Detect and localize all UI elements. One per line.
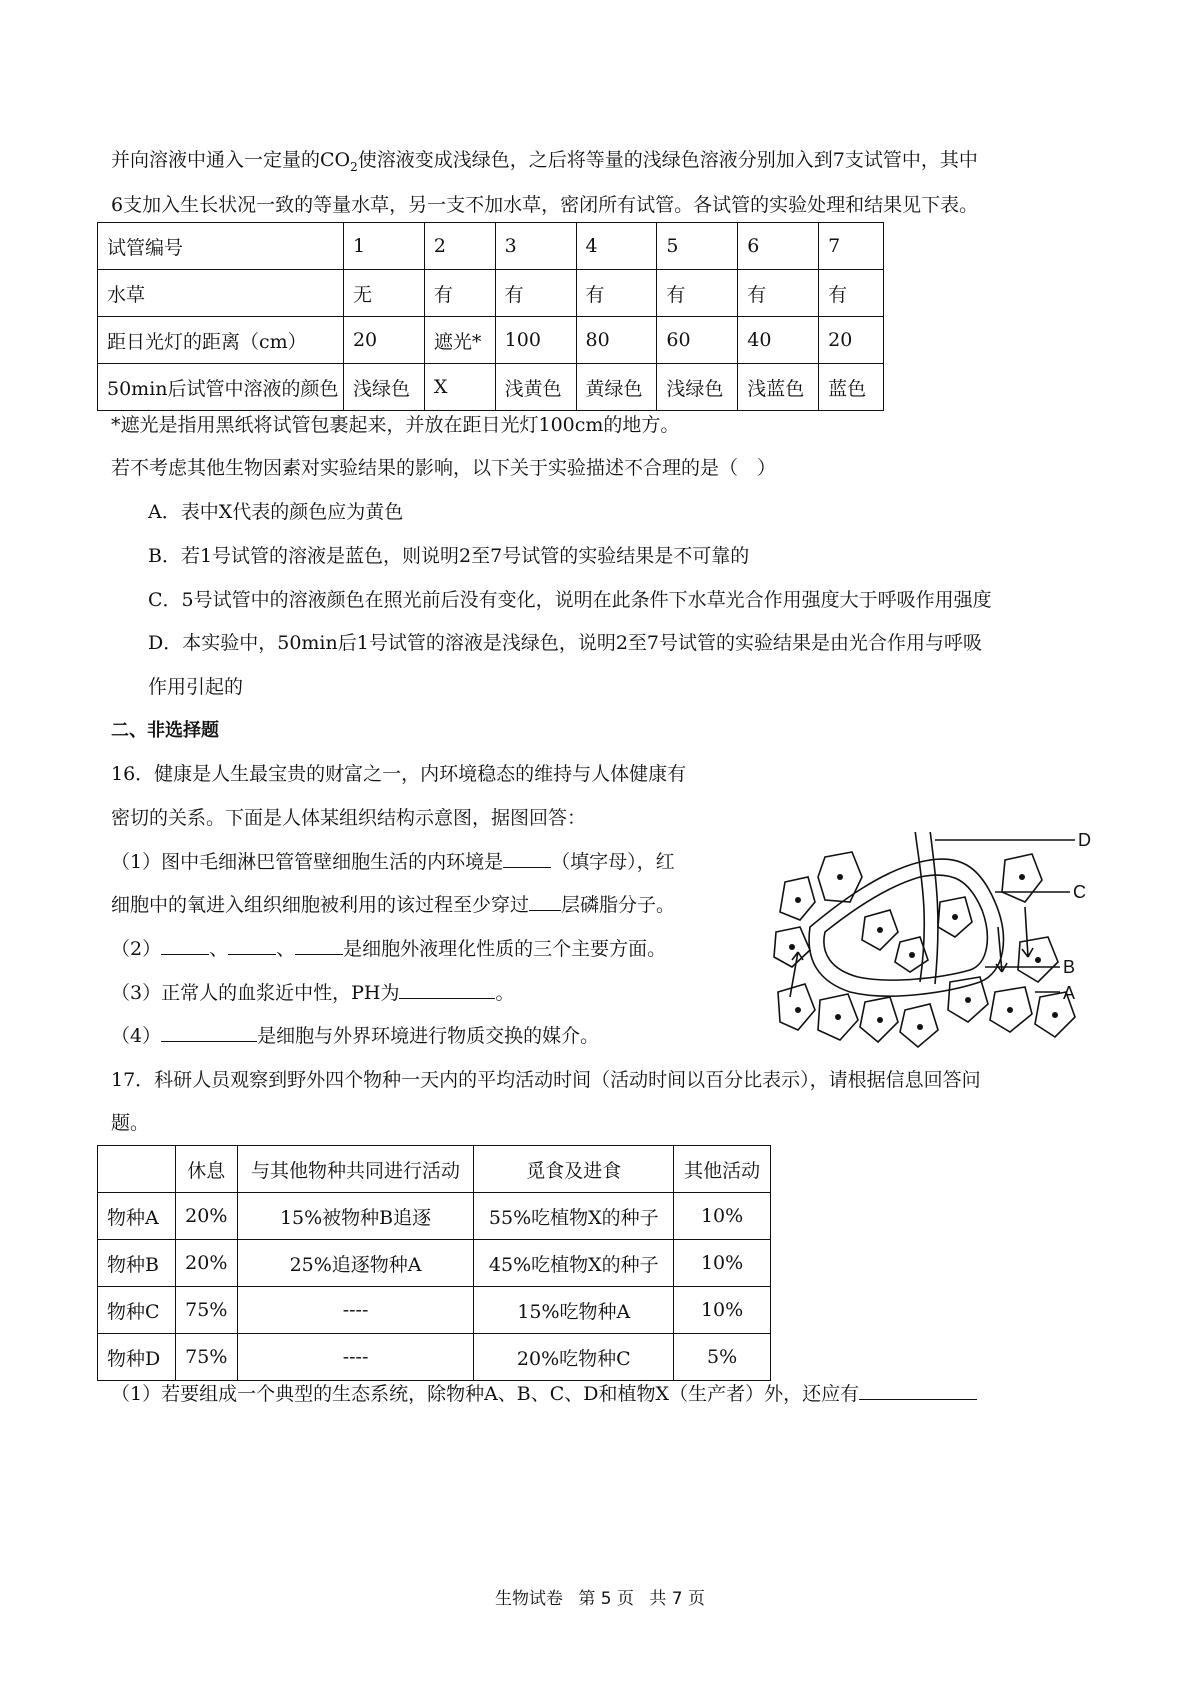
table-cell: 20%吃物种C: [474, 1334, 674, 1381]
q16-part-1-cont: 细胞中的氧进入组织细胞被利用的该过程至少穿过 层磷脂分子。: [111, 894, 676, 916]
intro-line-1: 并向溶液中通入一定量的$CO_2$使溶液变成浅绿色，之后将等量的浅绿色溶液分别加入到7支试管中，其中: [111, 149, 978, 174]
label-a: A: [1063, 983, 1076, 1003]
table-cell: 蓝色: [819, 364, 884, 411]
column-header: 其他活动: [674, 1146, 771, 1193]
answer-blank[interactable]: [399, 980, 495, 999]
q15-stem: 若不考虑其他生物因素对实验结果的影响，以下关于实验描述不合理的是（ ）: [111, 457, 777, 479]
table-cell: 20: [819, 317, 884, 364]
table-cell: 75%: [175, 1334, 237, 1381]
table-cell: 80: [576, 317, 657, 364]
label-d: D: [1078, 832, 1091, 850]
column-header: 休息: [175, 1146, 237, 1193]
table-cell: 100: [495, 317, 576, 364]
column-header: 觅食及进食: [474, 1146, 674, 1193]
table-row: [98, 1334, 771, 1381]
q16-part-1: （1）图中毛细淋巴管管壁细胞生活的内环境是 （填字母），红: [111, 851, 675, 873]
table-cell: 5%: [674, 1334, 771, 1381]
table-cell: 有: [819, 270, 884, 317]
q16-part-2: （2） 、 、 是细胞外液理化性质的三个主要方面。: [111, 938, 667, 960]
answer-blank[interactable]: [228, 936, 276, 955]
table-cell: X: [424, 364, 495, 411]
nucleus: [1035, 957, 1041, 963]
footer-subject: 生物试卷: [494, 1589, 563, 1609]
footer-total-pages: 共 7 页: [649, 1589, 706, 1609]
table-row: [98, 1287, 771, 1334]
experiment-table: [97, 222, 884, 411]
capillary-inner: [824, 875, 987, 980]
intro-line-2: 6支加入生长状况一致的等量水草，另一支不加水草，密闭所有试管。各试管的实验处理和结果见下表。: [111, 194, 979, 216]
table-cell: 10%: [674, 1287, 771, 1334]
table-cell: 无: [343, 270, 424, 317]
answer-blank[interactable]: [295, 936, 343, 955]
table-row: [98, 364, 884, 411]
nucleus: [835, 1014, 841, 1020]
table-cell: 黄绿色: [576, 364, 657, 411]
nucleus: [952, 914, 958, 920]
q16-part-4: （4） 是细胞与外界环境进行物质交换的媒介。: [111, 1025, 600, 1047]
table-cell: 5: [657, 223, 738, 270]
table-row: [98, 1193, 771, 1240]
species-name: 物种A: [98, 1193, 176, 1240]
table-cell: 15%吃物种A: [474, 1287, 674, 1334]
answer-blank[interactable]: [859, 1381, 977, 1400]
species-name: 物种D: [98, 1334, 176, 1381]
species-name: 物种C: [98, 1287, 176, 1334]
table-cell: 10%: [674, 1240, 771, 1287]
table-cell: 2: [424, 223, 495, 270]
footer-page-number: 第 5 页: [578, 1589, 634, 1609]
nucleus: [965, 997, 971, 1003]
nucleus: [795, 1007, 801, 1013]
table-cell: 3: [495, 223, 576, 270]
capillary-outer: [809, 859, 1003, 996]
table-cell: 20: [343, 317, 424, 364]
table-cell: 45%吃植物X的种子: [474, 1240, 674, 1287]
table-cell: 60: [657, 317, 738, 364]
answer-blank[interactable]: [161, 1023, 257, 1042]
column-header: [98, 1146, 176, 1193]
q15-option-d: D．本实验中，50min后1号试管的溶液是浅绿色，说明2至7号试管的实验结果是由光合作用与呼吸: [148, 632, 983, 654]
label-b: B: [1063, 957, 1076, 977]
nucleus: [877, 927, 883, 933]
table-cell: 遮光*: [424, 317, 495, 364]
row-label: 试管编号: [98, 223, 344, 270]
nucleus: [917, 1024, 923, 1030]
row-label: 距日光灯的距离（cm）: [98, 317, 344, 364]
table-cell: 40: [738, 317, 819, 364]
q16-part-3: （3）正常人的血浆近中性，PH为 。: [111, 982, 515, 1004]
table-cell: 20%: [175, 1240, 237, 1287]
section-title: 二、非选择题: [111, 720, 219, 741]
q15-option-c: C．5号试管中的溶液颜色在照光前后没有变化，说明在此条件下水草光合作用强度大于呼吸作用强度: [148, 589, 992, 611]
page-footer: [0, 1584, 1200, 1609]
label-c: C: [1073, 882, 1086, 902]
row-label: 水草: [98, 270, 344, 317]
table-cell: 1: [343, 223, 424, 270]
answer-blank[interactable]: [161, 936, 209, 955]
answer-blank[interactable]: [503, 849, 551, 868]
table-cell: 有: [495, 270, 576, 317]
nucleus: [795, 897, 801, 903]
table-cell: 浅绿色: [343, 364, 424, 411]
table-header-row: [98, 1146, 771, 1193]
table-cell: 有: [576, 270, 657, 317]
table-cell: 浅绿色: [657, 364, 738, 411]
table-cell: 20%: [175, 1193, 237, 1240]
table-cell: 7: [819, 223, 884, 270]
nucleus: [909, 952, 915, 958]
table-row: [98, 317, 884, 364]
table-cell: ----: [237, 1334, 474, 1381]
q17-part-1: （1）若要组成一个典型的生态系统，除物种A、B、C、D和植物X（生产者）外，还应有: [111, 1379, 1111, 1409]
nucleus: [837, 874, 843, 880]
table-cell: 4: [576, 223, 657, 270]
table-cell: 浅黄色: [495, 364, 576, 411]
q17-line-1: 17．科研人员观察到野外四个物种一天内的平均活动时间（活动时间以百分比表示），请根据信息回答问: [111, 1069, 981, 1091]
table-cell: 6: [738, 223, 819, 270]
row-label: 50min后试管中溶液的颜色: [98, 364, 344, 411]
table-cell: ----: [237, 1287, 474, 1334]
table-cell: 25%追逐物种A: [237, 1240, 474, 1287]
nucleus: [877, 1017, 883, 1023]
nucleus: [1007, 1007, 1013, 1013]
nucleus: [1052, 1012, 1058, 1018]
q16-line-2: 密切的关系。下面是人体某组织结构示意图，据图回答：: [111, 807, 587, 829]
q17-line-2: 题。: [111, 1112, 150, 1134]
table-row: [98, 223, 884, 270]
table-row: [98, 1240, 771, 1287]
species-activity-table: [97, 1145, 771, 1381]
tissue-structure-figure: [770, 832, 1100, 1057]
table-cell: 浅蓝色: [738, 364, 819, 411]
table-cell: 有: [657, 270, 738, 317]
q16-line-1: 16．健康是人生最宝贵的财富之一，内环境稳态的维持与人体健康有: [111, 763, 687, 785]
table-row: [98, 270, 884, 317]
table-cell: 15%被物种B追逐: [237, 1193, 474, 1240]
q15-option-b: B．若1号试管的溶液是蓝色，则说明2至7号试管的实验结果是不可靠的: [148, 545, 750, 567]
table-cell: 75%: [175, 1287, 237, 1334]
q15-option-d-cont: 作用引起的: [148, 676, 244, 698]
table-cell: 有: [424, 270, 495, 317]
shading-note: *遮光是指用黑纸将试管包裹起来，并放在距日光灯100cm的地方。: [111, 414, 680, 436]
tissue-cell: [778, 984, 815, 1030]
nucleus: [1019, 874, 1025, 880]
answer-blank[interactable]: [529, 892, 561, 911]
table-cell: 55%吃植物X的种子: [474, 1193, 674, 1240]
table-cell: 10%: [674, 1193, 771, 1240]
q15-option-a: A．表中X代表的颜色应为黄色: [148, 501, 404, 523]
species-name: 物种B: [98, 1240, 176, 1287]
flow-arrow: [1022, 907, 1033, 957]
column-header: 与其他物种共同进行活动: [237, 1146, 474, 1193]
table-cell: 有: [738, 270, 819, 317]
nucleus: [789, 944, 795, 950]
flow-arrow: [996, 927, 1007, 972]
